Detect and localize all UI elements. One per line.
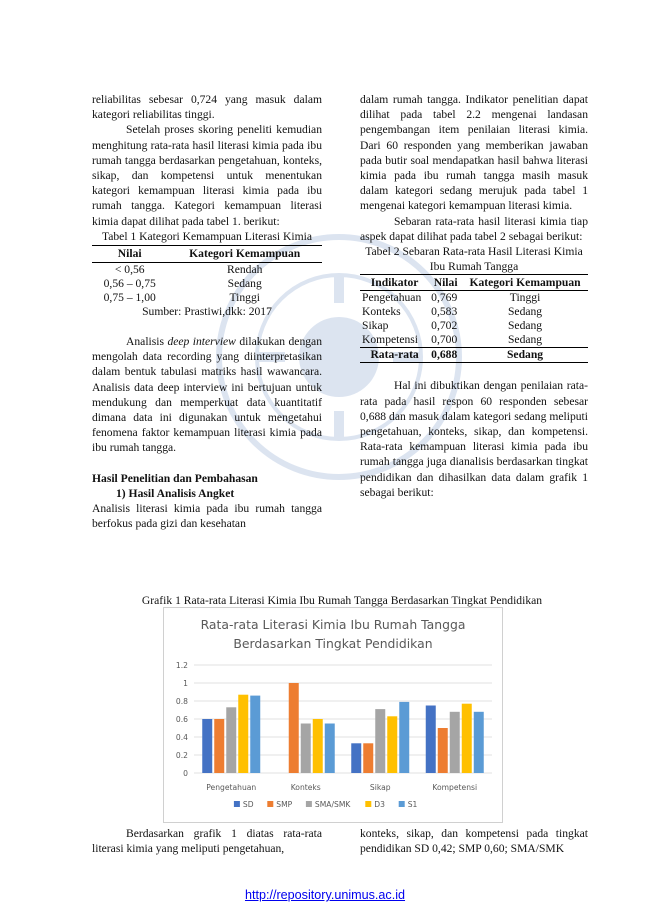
table2-cell: Sedang <box>507 319 543 333</box>
bottom-left-column <box>92 826 322 856</box>
table1-cell: < 0,56 <box>114 263 145 277</box>
x-tick-label: Pengetahuan <box>206 783 257 792</box>
legend-label: S1 <box>407 800 418 809</box>
chart-svg <box>164 608 502 822</box>
table-row <box>360 319 588 333</box>
table-row <box>92 263 322 278</box>
legend-swatch <box>399 801 405 807</box>
chart-title-line-2: Berdasarkan Tingkat Pendidikan <box>233 636 433 651</box>
x-tick-label: Konteks <box>290 783 321 792</box>
bottom-left-paragraph: Berdasarkan grafik 1 diatas rata-rata literasi kimia yang meliputi pengetahuan, <box>92 827 322 856</box>
table-row <box>360 291 588 306</box>
legend-swatch <box>365 801 371 807</box>
table2-cell: 0,769 <box>431 291 458 305</box>
bar-d3-sikap <box>387 716 397 773</box>
legend-label: D3 <box>374 800 385 809</box>
section-subheading: 1) Hasil Analisis Angket <box>116 486 235 500</box>
table2-total-row <box>360 348 588 363</box>
y-tick-label: 0.2 <box>175 751 188 760</box>
legend-label: SMA/SMK <box>314 800 351 809</box>
graph-caption: Grafik 1 Rata-rata Literasi Kimia Ibu Rumah Tangga Berdasarkan Tingkat Pendidikan <box>141 594 543 607</box>
bar-s1-pengetahuan <box>250 696 260 773</box>
table2-cell: Sedang <box>507 333 543 347</box>
left-paragraph-1: reliabilitas sebesar 0,724 yang masuk dalam kategori reliabilitas tinggi. <box>92 93 322 122</box>
right-column <box>360 92 588 500</box>
bar-chart <box>163 607 503 823</box>
x-tick-label: Kompetensi <box>432 783 478 792</box>
bar-s1-konteks <box>325 724 335 774</box>
bar-sd-pengetahuan <box>202 719 212 773</box>
table2-header-nilai: Nilai <box>429 275 462 291</box>
table-row <box>360 333 588 348</box>
y-tick-label: 1 <box>183 679 188 688</box>
table1 <box>92 245 322 319</box>
table1-header-nilai: Nilai <box>92 246 167 263</box>
table1-source-row <box>92 305 322 319</box>
left-paragraph-3 <box>92 334 322 456</box>
y-tick-label: 0 <box>183 769 188 778</box>
y-tick-label: 1.2 <box>175 661 188 670</box>
bar-smp-konteks <box>289 683 299 773</box>
right-paragraph-2: Sebaran rata-rata hasil literasi kimia tiap aspek dapat dilihat pada tabel 2 sebagai berikut: <box>360 214 588 243</box>
y-tick-label: 0.6 <box>175 715 188 724</box>
bar-smp-kompetensi <box>438 728 448 773</box>
table2-total-label: Rata-rata <box>360 348 429 363</box>
table2-cell: 0,700 <box>431 333 458 347</box>
bar-smp-pengetahuan <box>214 719 224 773</box>
table2-header-indikator: Indikator <box>360 275 429 291</box>
right-paragraph-1: dalam rumah tangga. Indikator penelitian dapat dilihat pada tabel 2.2 mengenai landasan pengembangan item penilaian literasi kimia. Dari 60 responden yang memberikan jawaban pada butir soal mendapatkan hasil bahwa literasi kimia pada ibu rumah tangga masih masuk dalam kategori sedang merujuk pada tabel 1 mengenai kategori kemampuan literasi kimia. <box>360 93 588 213</box>
bar-sma-smk-konteks <box>301 724 311 774</box>
legend-swatch <box>267 801 273 807</box>
table1-header-kategori: Kategori Kemampuan <box>167 246 322 263</box>
x-tick-label: Sikap <box>369 783 391 792</box>
table1-cell: 0,56 – 0,75 <box>103 277 156 291</box>
right-paragraph-3: Hal ini dibuktikan dengan penilaian rata-rata pada hasil respon 60 responden sebesar 0,688 dan masuk dalam kategori sedang meliputi pengetahuan, konteks, sikap, dan kompetensi. Rata-rata kemampuan literasi kimia pada ibu rumah tangga juga dianalisis berdasarkan tingkat pendidikan dan dihasilkan data dalam grafik 1 sebagai berikut: <box>360 379 588 499</box>
legend-label: SD <box>242 800 254 809</box>
table-row <box>360 305 588 319</box>
legend-label: SMP <box>276 800 293 809</box>
table2-cell: Tinggi <box>509 291 541 305</box>
table2-total-category: Sedang <box>462 348 588 363</box>
bar-sd-sikap <box>351 743 361 773</box>
table1-caption: Tabel 1 Kategori Kemampuan Literasi Kimia <box>101 229 313 243</box>
p3-italic: deep interview <box>167 335 236 349</box>
bar-sma-smk-sikap <box>375 709 385 773</box>
table-row <box>92 277 322 291</box>
left-paragraph-2: Setelah proses skoring peneliti kemudian menghitung rata-rata hasil literasi kimia pada ibu rumah tangga berdasarkan pengetahuan, konteks, sikap, dan kompetensi untuk menentukan kategori kemampuan literasi kimia pada ibu rumah tangga. Kategori kemampuan literasi kimia dapat dilihat pada tabel 1. berikut: <box>92 123 322 228</box>
table1-cell: 0,75 – 1,00 <box>103 291 156 305</box>
table2-cell: Sedang <box>507 305 543 319</box>
table1-source: Sumber: Prastiwi,dkk: 2017 <box>142 305 272 319</box>
table2-cell: Pengetahuan <box>362 291 422 305</box>
bar-d3-pengetahuan <box>238 695 248 773</box>
bar-s1-sikap <box>399 702 409 773</box>
bar-smp-sikap <box>363 743 373 773</box>
bar-d3-kompetensi <box>462 704 472 773</box>
y-tick-label: 0.8 <box>175 697 188 706</box>
table1-cell: Rendah <box>227 263 263 277</box>
table2-cell: Konteks <box>362 305 401 319</box>
legend-swatch <box>306 801 312 807</box>
table2-cell: 0,583 <box>431 305 458 319</box>
table2 <box>360 274 588 363</box>
left-paragraph-4: Analisis literasi kimia pada ibu rumah tangga berfokus pada gizi dan kesehatan <box>92 502 322 531</box>
bottom-right-paragraph: konteks, sikap, dan kompetensi pada tingkat pendidikan SD 0,42; SMP 0,60; SMA/SMK <box>360 827 588 856</box>
bar-s1-kompetensi <box>474 712 484 773</box>
chart-title-line-1: Rata-rata Literasi Kimia Ibu Rumah Tangga <box>200 617 466 632</box>
bottom-right-column <box>360 826 588 856</box>
table2-cell: Kompetensi <box>362 333 419 347</box>
p3-text-before: Analisis <box>126 335 168 349</box>
y-tick-label: 0.4 <box>175 733 188 742</box>
footer <box>0 888 650 902</box>
table2-header-kategori: Kategori Kemampuan <box>462 275 588 291</box>
section-heading: Hasil Penelitian dan Pembahasan <box>92 471 258 485</box>
table2-cell: 0,702 <box>431 319 458 333</box>
table2-cell: Sikap <box>362 319 389 333</box>
bar-d3-konteks <box>313 719 323 773</box>
bar-sma-smk-kompetensi <box>450 712 460 773</box>
table2-total-value: 0,688 <box>429 348 462 363</box>
bar-sma-smk-pengetahuan <box>226 707 236 773</box>
legend-swatch <box>234 801 240 807</box>
p3-text-after: dilakukan dengan mengolah data recording yang diinterpretasikan dalam bentuk tabulasi matriks hasil wawancara. Analisis data deep interview ini bertujuan untuk mendukung dan memperkuat data kuantitatif dimana data ini digunakan untuk mengetahui fenomena faktor kemampuan literasi kimia pada ibu rumah tangga. <box>92 335 322 455</box>
table1-cell: Tinggi <box>229 291 260 305</box>
table-row <box>92 291 322 305</box>
table1-cell: Sedang <box>227 277 262 291</box>
bar-sd-kompetensi <box>426 706 436 774</box>
table2-caption: Tabel 2 Sebaran Rata-rata Hasil Literasi Kimia Ibu Rumah Tangga <box>365 245 583 274</box>
left-column <box>92 92 322 531</box>
repository-link[interactable]: http://repository.unimus.ac.id <box>244 888 406 902</box>
